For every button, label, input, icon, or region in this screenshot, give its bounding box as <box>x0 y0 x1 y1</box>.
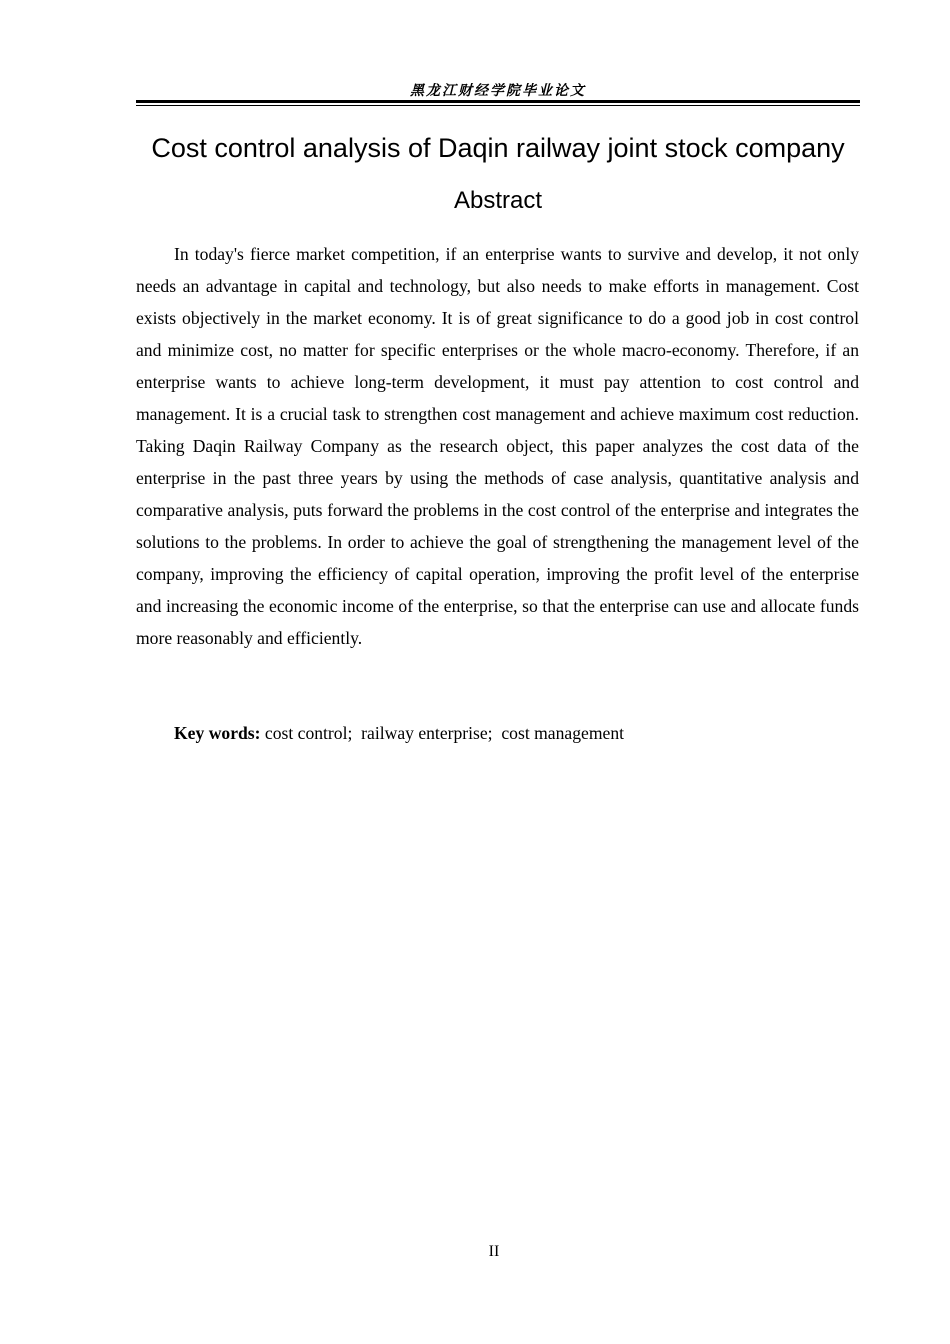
keyword-item: cost management <box>501 723 624 743</box>
keyword-item: railway enterprise; <box>361 723 493 743</box>
abstract-body: In today's fierce market competition, if an enterprise wants to survive and develop, it not only needs an advantage in capital and technology, but also needs to make efforts in management. Cost exists objectively in the market economy. It is of great significance to do a good job in cost control and minimize cost, no matter for specific enterprises or the whole macro-economy. Therefore, if an enterprise wants to achieve long-term development, it must pay attention to cost control and management. It is a crucial task to strengthen cost management and achieve maximum cost reduction. Taking Daqin Railway Company as the research object, this paper analyzes the cost data of the enterprise in the past three years by using the methods of case analysis, quantitative analysis and comparative analysis, puts forward the problems in the cost control of the enterprise and integrates the solutions to the problems. In order to achieve the goal of strengthening the management level of the company, improving the efficiency of capital operation, improving the profit level of the enterprise and increasing the economic income of the enterprise, so that the enterprise can use and allocate funds more reasonably and efficiently. <box>136 244 859 648</box>
header-rule-thin <box>136 105 860 106</box>
paper-title: Cost control analysis of Daqin railway joint stock company <box>151 133 845 163</box>
keyword-item: cost control; <box>264 723 353 743</box>
abstract-heading: Abstract <box>453 187 543 214</box>
keywords-label: Key words: <box>174 723 261 743</box>
keywords-line <box>174 717 624 749</box>
header-rule-thick <box>136 100 860 103</box>
page-number: II <box>488 1243 500 1260</box>
running-header: 黑龙江财经学院毕业论文 <box>410 83 586 99</box>
